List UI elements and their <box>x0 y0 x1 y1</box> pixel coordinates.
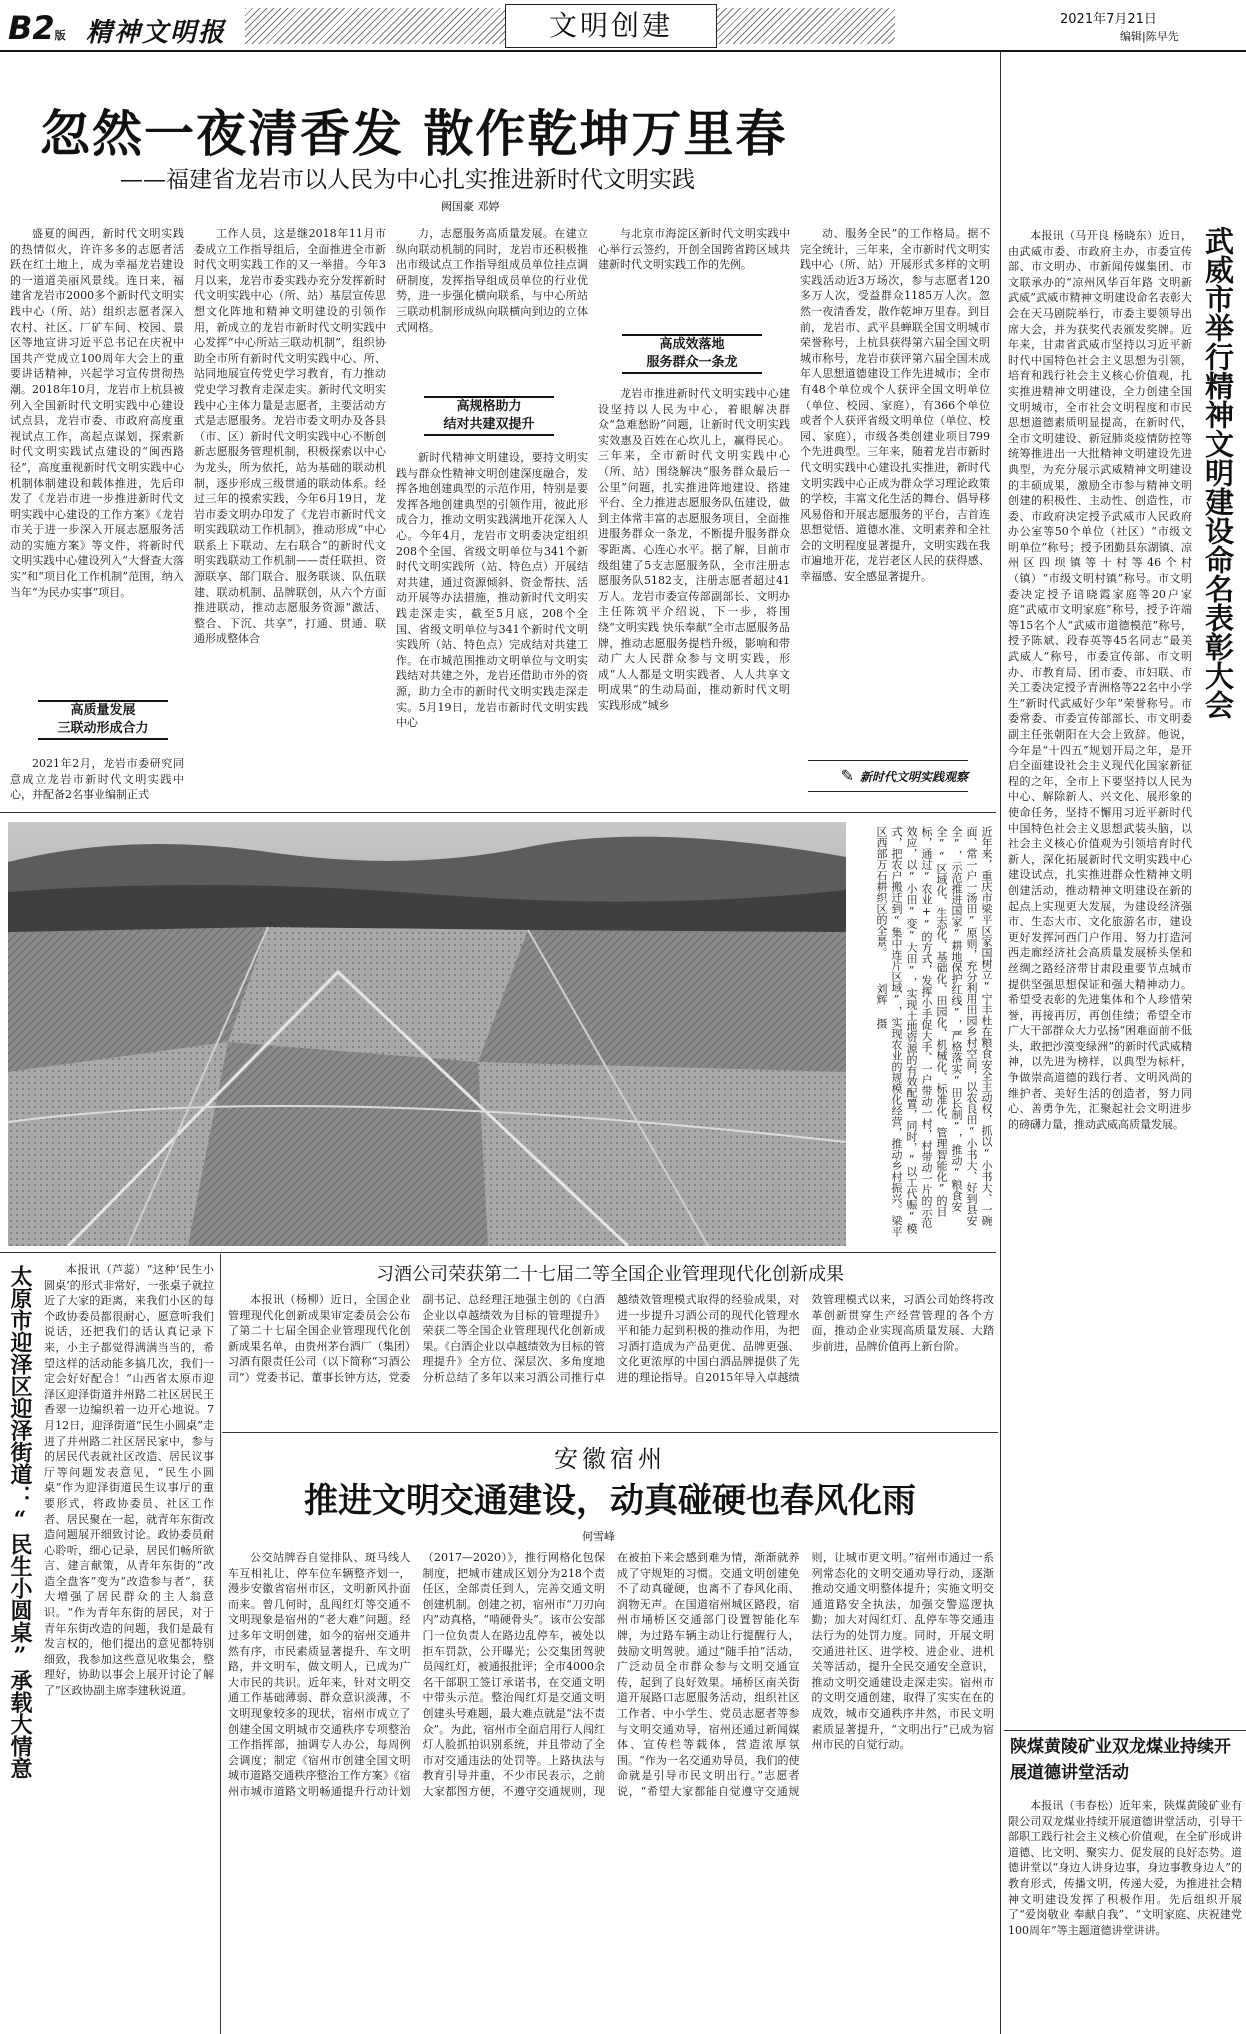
subhead-line-1: 高成效落地 <box>659 337 725 352</box>
suzhou-headline: 推进文明交通建设，动真碰硬也春风化雨 <box>304 1481 916 1521</box>
taiyuan-headline: 太原市迎泽区迎泽街道：“民生小圆桌”承载大情意 <box>7 1265 33 1779</box>
lead-subtitle: ——福建省龙岩市以人民为中心扎实推进新时代文明实践 <box>120 167 695 193</box>
photo-caption <box>852 826 994 1238</box>
lead-col-4 <box>598 226 790 286</box>
huangling-body-text: 本报讯（韦春松）近年来，陕煤黄陵矿业有限公司双龙煤业持续开展道德讲堂活动，引导干部职工践行社会主义核心价值观，在全矿形成讲道德、比文明、聚实力、促发展的良好态势。道德讲堂以“身边人讲身边事，身边事教身边人”的教育形式，传播文明，传递大爱，为推进社会精神文明建设发挥了积极作用。先后组织开展了“爱岗敬业 奉献自我”、“文明家庭、庆祝建党100周年”等主题道德讲堂讲讲。 <box>1008 1799 1242 1937</box>
issue-date: 2021年7月21日 <box>1060 12 1157 27</box>
lead-col-1-tail <box>10 756 184 804</box>
lead-col-3b-text: 新时代精神文明建设，要持文明实践与群众性精神文明创建深度融合，发挥各地创建典型的示范作用，特别是要发挥各地创建典型的引领作用，彼此形成合力，推动文明实践满地开花深入人心。今年4月，龙岩市文明委决定组织208个全国、省级文明单位与341个新时代文明实践所（站、特色点）开展结对共建，通过资源倾斜、资金帮扶、活动开展等办法措施，推动新时代文明实践走深走实，截至5月底，208个全国、省级文明单位与341个新时代文明实践所（站、特色点）完成结对共建工作。在市城范围推动文明单位与文明实践结对共建之外，龙岩还借助市外的资源，助力全市的新时代文明实践走深走实。5月19日，龙岩市新时代文明实践中心 <box>396 451 588 730</box>
lead-col-4-subhead <box>622 334 762 374</box>
suzhou-body-text: 公交站牌吞自觉排队、斑马线人车互相礼让、停车位车辆整齐划一，漫步安徽省宿州市区，文明新风扑面而来。曾几何时，乱闯红灯等交通不文明现象是宿州的“老大难”问题。经过多年文明创建，如今的宿州交通井然有序，市民素质显著提升、车文明路，并文明车，做文明人，已成为广大市民的共识。近年来，针对文明交通工作基础薄弱、群众意识淡薄，不文明现象较多的现状，宿州市成立了创建全国文明城市交通秩序专项整治工作指挥部，抽调专人办公，每周例会调度；制定《宿州市创建全国文明城市道路交通秩序整治工作方案》《宿州市城市道路文明畅通提升行动计划（2017—2020）》，推行网格化包保制度，把城市建成区划分为218个责任区，全部责任到人，完善交通文明创建机制。创建之初，宿州市“刀刃向内”动真格，“啃硬骨头”。该市公安部门一位负责人在路边乱停车，被处以拒车罚款，公开曝光；公交集团驾驶员闯红灯，被通报批评；全市4000余名干部职工签订承诺书，在交通文明中带头示范。整治闯红灯是交通文明创建头号难题，最大难点就是“法不责众”。为此，宿州市全面启用行人闯红灯人脸抓拍识别系统，并且带动了全市对交通违法的处罚等。上路执法与教育引导并重，不少市民表示，之前大家都图方便，不遵守交通规则，现在被拍下来会感到难为情，渐渐就养成了守规矩的习惯。交通文明创建免不了动真碰硬，也离不了春风化雨、润物无声。在国道宿州城区路段，宿州市埇桥区交通部门设置智能化车牌，为过路车辆主动让行提醒行人，鼓励文明驾驶。通过“随手拍”活动，广泛动员全市群众参与文明交通宣传，起到了良好效果。埇桥区南关街道开展路口志愿服务活动，组织社区工作者、中小学生、党员志愿者等参与文明交通劝导，宿州还通过新闻媒体、宣传栏等载体，营造浓厚氛围。“作为一名交通劝导员，我们的使命就是引导市民文明出行。”志愿者说，“希望大家都能自觉遵守交通规则，让城市更文明。”宿州市通过一系列常态化的文明交通劝导行动，逐渐推动交通文明整体提升；实施文明交通道路安全执法，加强交警巡逻执勤；加大对闯红灯、乱停车等交通违法行为的处罚力度。同时，开展文明交通进社区、进学校、进企业、进机关等活动，提升全民交通安全意识，推动文明交通建设走深走实。宿州市的文明交通创建，取得了实实在在的成效，城市交通秩序井然，市民文明素质显著提升，“文明出行”已成为宿州市民的自觉行动。 <box>228 1551 994 1798</box>
wuwei-body <box>1008 228 1192 1728</box>
badge-icon: ✎ <box>840 766 854 785</box>
field-patch <box>478 1062 846 1246</box>
lead-col-4b <box>598 386 790 806</box>
xijiu-body-text: 本报讯（杨柳）近日，全国企业管理现代化创新成果审定委员会公布了第二十七届全国企业管理现代化创新成果名单，由贵州茅台酒厂（集团）习酒有限责任公司（以下简称“习酒公司”）党委书记、董事长钟方达，党委副书记、总经理汪地强主创的《白酒企业以卓越绩效为目标的管理提升》荣获二等全国企业管理现代化创新成果。《白酒企业以卓越绩效为目标的管理提升》全方位、深层次、多角度地分析总结了多年以来习酒公司推行卓越绩效管理模式取得的经验成果，对进一步提升习酒公司的现代化管理水平和能力起到积极的推动作用，为把习酒打造成为产品更优、品牌更强、文化更浓厚的中国白酒品牌提供了先进的理论指导。自2015年导入卓越绩效管理模式以来，习酒公司始终将改革创新贯穿生产经营管理的各个方面，推动企业实现高质量发展、大踏步前进，品牌价值再上新台阶。 <box>228 1293 994 1384</box>
huangling-headline: 陕煤黄陵矿业双龙煤业持续开展道德讲堂活动 <box>1010 1737 1231 1783</box>
lead-col-1-tail-text: 2021年2月，龙岩市委研究同意成立龙岩市新时代文明实践中心，并配备2名事业编制正式 <box>10 757 184 802</box>
photo-credit: 刘辉 摄 <box>875 983 888 1029</box>
paper-name: 精神文明报 <box>86 18 227 48</box>
farmland-photo <box>8 822 846 1246</box>
badge-text: 新时代文明实践观察 <box>859 770 968 784</box>
lead-bottom-rule <box>0 812 996 813</box>
lead-col-4b-text: 龙岩市推进新时代文明实践中心建设坚持以人民为中心，着眼解决群众“急难愁盼”问题，让新时代文明实践实效惠及百姓在心坎儿上，赢得民心。三年来，全市新时代文明实践中心（所、站）围绕解决“服务群众最后一公里”问题，扎实推进阵地建设、搭建平台、全力推进志愿服务队伍建设，做到主体常丰富的志愿服务项目，全面推进服务群众一条龙，不断提升服务群众零距离、心连心水平。据了解，目前市级组建了5支志愿服务队，全市注册志愿服务队5182支，注册志愿者超过41万人。龙岩市委宣传部副部长、文明办主任陈筑平介绍说，下一步，将围绕“文明实践 快乐奉献”全市志愿服务品牌，推动志愿服务提档升级，影响和带动广大人民群众参与文明实践，形成“人人都是文明实践者、人人共享文明成果”的生动局面，推动新时代文明实践形成“城乡 <box>598 387 790 712</box>
lead-col-4-text: 与北京市海淀区新时代文明实践中心举行云签约，开创全国跨省跨区域共建新时代文明实践工作的先例。 <box>598 227 790 272</box>
huangling-body <box>1008 1798 1242 2034</box>
taiyuan-body <box>44 1262 214 2032</box>
lead-col-5-text: 动、服务全民”的工作格局。据不完全统计，三年来，全市新时代文明实践中心（所、站）开展形式多样的文明实践活动近3万场次，参与志愿者120多万人次，受益群众1185万人次。忽然一夜清香发，散作乾坤万里春。到目前，龙岩市、武平县蝉联全国文明城市荣誉称号，上杭县获得第六届全国文明城市称号，龙岩市获评第六届全国未成年人思想道德建设工作先进城市；全市有48个单位或个人获评全国文明单位（单位、校园、家庭），有366个单位或者个人获评省级文明单位（单位、校园、家庭），市级各类创建业项目799个先进典型。三年来，随着龙岩市新时代文明实践中心建设扎实推进，新时代文明实践中心正成为群众学习理论政策的学校，丰富文化生活的舞台、倡导移风易俗和开展志愿服务的平台，吉首连思想觉悟、道德水准、文明素养和全社会的文明程度显著提升，文明实践在我市遍地开花，龙岩老区人民的获得感、幸福感、安全感显著提升。 <box>800 227 990 584</box>
photo-caption-text: 近年来，重庆市梁平区家国树立“宁丰杜在粮食安全主动权，抓以“小书大、一碗面、常一户一汤田”原则，充分利用田园乡村空间，以农良田“小书大、好到县安全”，示范推进国家“耕地保护红线”，严格落实“田长制”，推动“粮食安全”“区域化、生态化、基础化、田园化、机械化、标准化、管理智能化”的目标，通过“农业+”的方式，发挥小手促大手、一户带动一村，村带动一片的示范效应，以“小田”变“大田”，实现土地资源的有效配置，同时，“以工代赈”模式，把农户搬迁到“集中连片区域”，实现农业的规模化经营，推动乡村振兴。梁平区西部万石耕织区的全景。 <box>875 826 993 1237</box>
wuwei-body-text: 本报讯（马开良 杨晓东）近日，由武威市委、市政府主办，市委宣传部、市文明办、市新闻传媒集团、市文联承办的“凉州风华百年路 文明新武威”武威市精神文明建设命名表彰大会在天马剧院举行，市委主要领导出席大会，并为获奖代表颁发奖牌。近年来，甘肃省武威市坚持以习近平新时代中国特色社会主义思想为引领，培育和践行社会主义核心价值观，扎实推进精神文明建设，全力创建全国文明城市，全市社会文明程度和市民思想道德素质明显提高，在新时代，全市文明建设、新冠肺炎疫情防控等统筹推进出一大批精神文明建设先进典型，为充分展示武威精神文明建设的丰硕成果，激励全市参与精神文明创建的积极性、主动性、创造性，市委、市政府决定授予武威市人民政府办公室等50个单位（社区）“市级文明单位”称号；授予团勤县东湖镇、凉州区四坝镇等十村等46个村（镇）“市级文明村镇”称号。市文明委决定授予谙晓霞家庭等20户家庭“武威市文明家庭”称号，授予许端等15名个人“武威市道德模范”称号，授予陈斌、段春英等45名同志“最美武威人”称号，市委宣传部、市文明办、市教育局、团市委、市妇联、市关工委决定授予青洲格等22名中小学生“新时代武威好少年”荣誉称号。市委常委、市委宣传部部长、市文明委副主任张朝阳在大会上致辞。他说，今年是“十四五”规划开局之年，是开启全面建设社会主义现代化国家新征程的之年，全市上下要坚持以人民为中心、解除新人、兴文化、展形象的使命任务，坚持不懈用习近平新时代中国特色社会主义思想武装头脑，以社会主义核心价值观为引领培育时代新人，深化拓展新时代文明实践中心建设试点，扎实推进群众性精神文明创建活动，推动精神文明建设在新的起点上实现更大发展，为建设经济强市、生态大市、文化旅游名市，建设更好发挥河西门户作用、努力打造河西走廊经济社会高质量发展桥头堡和丝绸之路经济带甘肃段重要节点城市提供坚强思想保证和强大精神动力。希望受表彰的先进集体和个人珍惜荣誉，再接再厉，再创佳绩；希望全市广大干部群众大力弘扬“困难面前不低头，敢把沙漠变绿洲”的新时代武威精神，以先进为榜样，以典型为标杆，争做崇高道德的践行者、文明风尚的维护者、美好生活的创造者，努力同心、善勇争先，汇聚起社会文明进步的磅礴力量，推动武威高质量发展。 <box>1008 229 1192 1131</box>
lead-col-1 <box>10 226 184 698</box>
field-patch <box>478 930 846 1072</box>
xijiu-headline: 习酒公司荣获第二十七届二等全国企业管理现代化创新成果 <box>376 1264 844 1285</box>
field-patch <box>228 927 528 1062</box>
photo-bottom-rule <box>0 1252 996 1253</box>
xijiu-bottom-rule <box>222 1432 998 1433</box>
lead-col-1-subhead <box>38 700 168 740</box>
header-rule <box>0 50 1246 52</box>
lead-col-2-text: 工作人员，这是继2018年11月市委成立工作指导组后，全面推进全市新时代文明实践工作的又一举措。今年3月以来，龙岩市委实践办充分发挥新时代文明实践中心（所、站）基层宣传思想文化阵地和精神文明建设的引领作用，新成立的龙岩市新时代文明实践中心发挥“中心所站三联动机制”，组织协助全市所有新时代文明实践中心、所、站同地展宣传党史学习教育，有力推动党史学习教育走深走实。新时代文明实践中心主体力量是志愿者，主要活动方式是志愿服务。龙岩市委文明办及各县（市、区）新时代文明实践中心不断创新志愿服务管理机制，积极探索以中心为龙头，所为依托，站为基础的联动机制，逐步形成三级贯通的联动体系。经过三年的摸索实践，今年6月19日，龙岩市委文明办印发了《龙岩市新时代文明实践联动工作机制》，推动形成“中心联系上下联动、左右联合”的新时代文明实践联动工作机制——责任联担、资源联享、部门联合、服务联谈、队伍联建、联动机制、品牌联创，从六个方面推进联动，推动志愿服务资源“激活、整合、下沉、共享”，打通、贯通、联通形成整体合 <box>194 227 386 646</box>
page-no-text: B2 <box>8 9 55 47</box>
page-suffix-text: 版 <box>54 29 66 42</box>
lead-col-5 <box>800 226 990 746</box>
lead-col-2 <box>194 226 386 806</box>
observation-badge <box>808 760 968 792</box>
taiyuan-body-text: 本报讯（芦蕊）“这种‘民生小圆桌’的形式非常好，一张桌子就拉近了大家的距离，来我们小区的每个政协委员都很耐心，愿意听我们说话，还把我们的话认真记录下来，小主子都觉得满满当当的，希望这样的活动能多搞几次，我们一定会好好配合！”山西省太原市迎泽区迎泽街道并州路二社区居民王香翠一边编织着一边开心地说。7月12日，迎泽街道“民生小圆桌”走进了并州路二社区居民家中，参与的居民代表就社区改造、居民议事厅等问题发表意见，“民生小圆桌”作为迎泽街道民生议事厅的重要形式，将政协委员、社区工作者、居民聚在一起，就青年东街改造问题展开细致讨论。政协委员耐心聆听，细心记录，居民们畅所欲言、建言献策，从青年东街的“改造全盘客”变为“改造参与者”，获大增强了居民群众的主人翁意识。“作为青年东街的居民，对于青年东街改造的问题，我们是最有发言权的，他们提出的意见都特别细致，我参加这些意见收集会，整理好，协助以事会上展开讨论了解了”区政协副主席李建秋说道。 <box>44 1263 214 1698</box>
wuwei-headline: 武威市举行精神文明建设命名表彰大会 <box>1201 226 1235 719</box>
suzhou-kicker: 安徽宿州 <box>554 1445 666 1473</box>
xijiu-body <box>228 1292 994 1428</box>
right-column-split-rule <box>1004 1730 1246 1731</box>
section-title: 文明创建 <box>505 4 717 48</box>
lead-col-3b <box>396 450 588 806</box>
subhead-line-1: 高质量发展 <box>70 703 136 718</box>
suzhou-byline: 何雪峰 <box>582 1530 615 1543</box>
subhead-line-2: 结对共建双提升 <box>443 417 535 432</box>
subhead-line-2: 三联动形成合力 <box>57 721 149 736</box>
lead-col-3-subhead <box>424 396 554 436</box>
suzhou-body <box>228 1550 994 2030</box>
page-number <box>8 10 66 54</box>
left-column-rule <box>220 1254 221 2034</box>
subhead-line-1: 高规格助力 <box>456 399 522 414</box>
lead-col-1-text: 盛夏的闽西，新时代文明实践的热情似火，许许多多的志愿者活跃在红土地上，成为幸福龙岩建设的一道道美丽风景线。连日来，福建省龙岩市2000多个新时代文明实践中心（所、站）组织志愿者深入农村、社区、厂矿车间、校园、景区等地宣讲习近平总书记在庆祝中国共产党成立100周年大会上的重要讲话精神，兴起学习宣传贯彻热潮。2018年10月，龙岩市上杭县被列入全国新时代文明实践中心建设试点县，龙岩市委、市政府高度重视试点工作，高起点谋划，探索新时代文明实践试点建设的“闽西路径”，高度重视新时代文明实践中心机制体制建设和载体推进，先后印发了《龙岩市进一步推进新时代文明实践中心建设的工作方案》《龙岩市关于进一步深入开展志愿服务活动的实施方案》等文件，将新时代文明实践中心建设列入“大督查大落实”和“项目化工作机制”范围，纳入当年“为民办实事”项目。 <box>10 227 184 599</box>
subhead-line-2: 服务群众一条龙 <box>646 355 738 370</box>
lead-col-3-text: 力，志愿服务高质量发展。在建立纵向联动机制的同时，龙岩市还积极推出市级试点工作指导组成员单位挂点调研制度，发挥指导组成员单位的行业优势，进一步强化横向联系，与中心所站三联动机制形成纵向联横向到边的立体式网格。 <box>396 227 588 334</box>
editor: 编辑|陈早先 <box>1120 30 1179 43</box>
lead-col-3 <box>396 226 588 386</box>
lead-headline: 忽然一夜清香发 散作乾坤万里春 <box>40 104 788 163</box>
lead-byline: 阙国豪 邓婷 <box>441 200 500 213</box>
right-column-rule <box>1000 52 1001 2034</box>
